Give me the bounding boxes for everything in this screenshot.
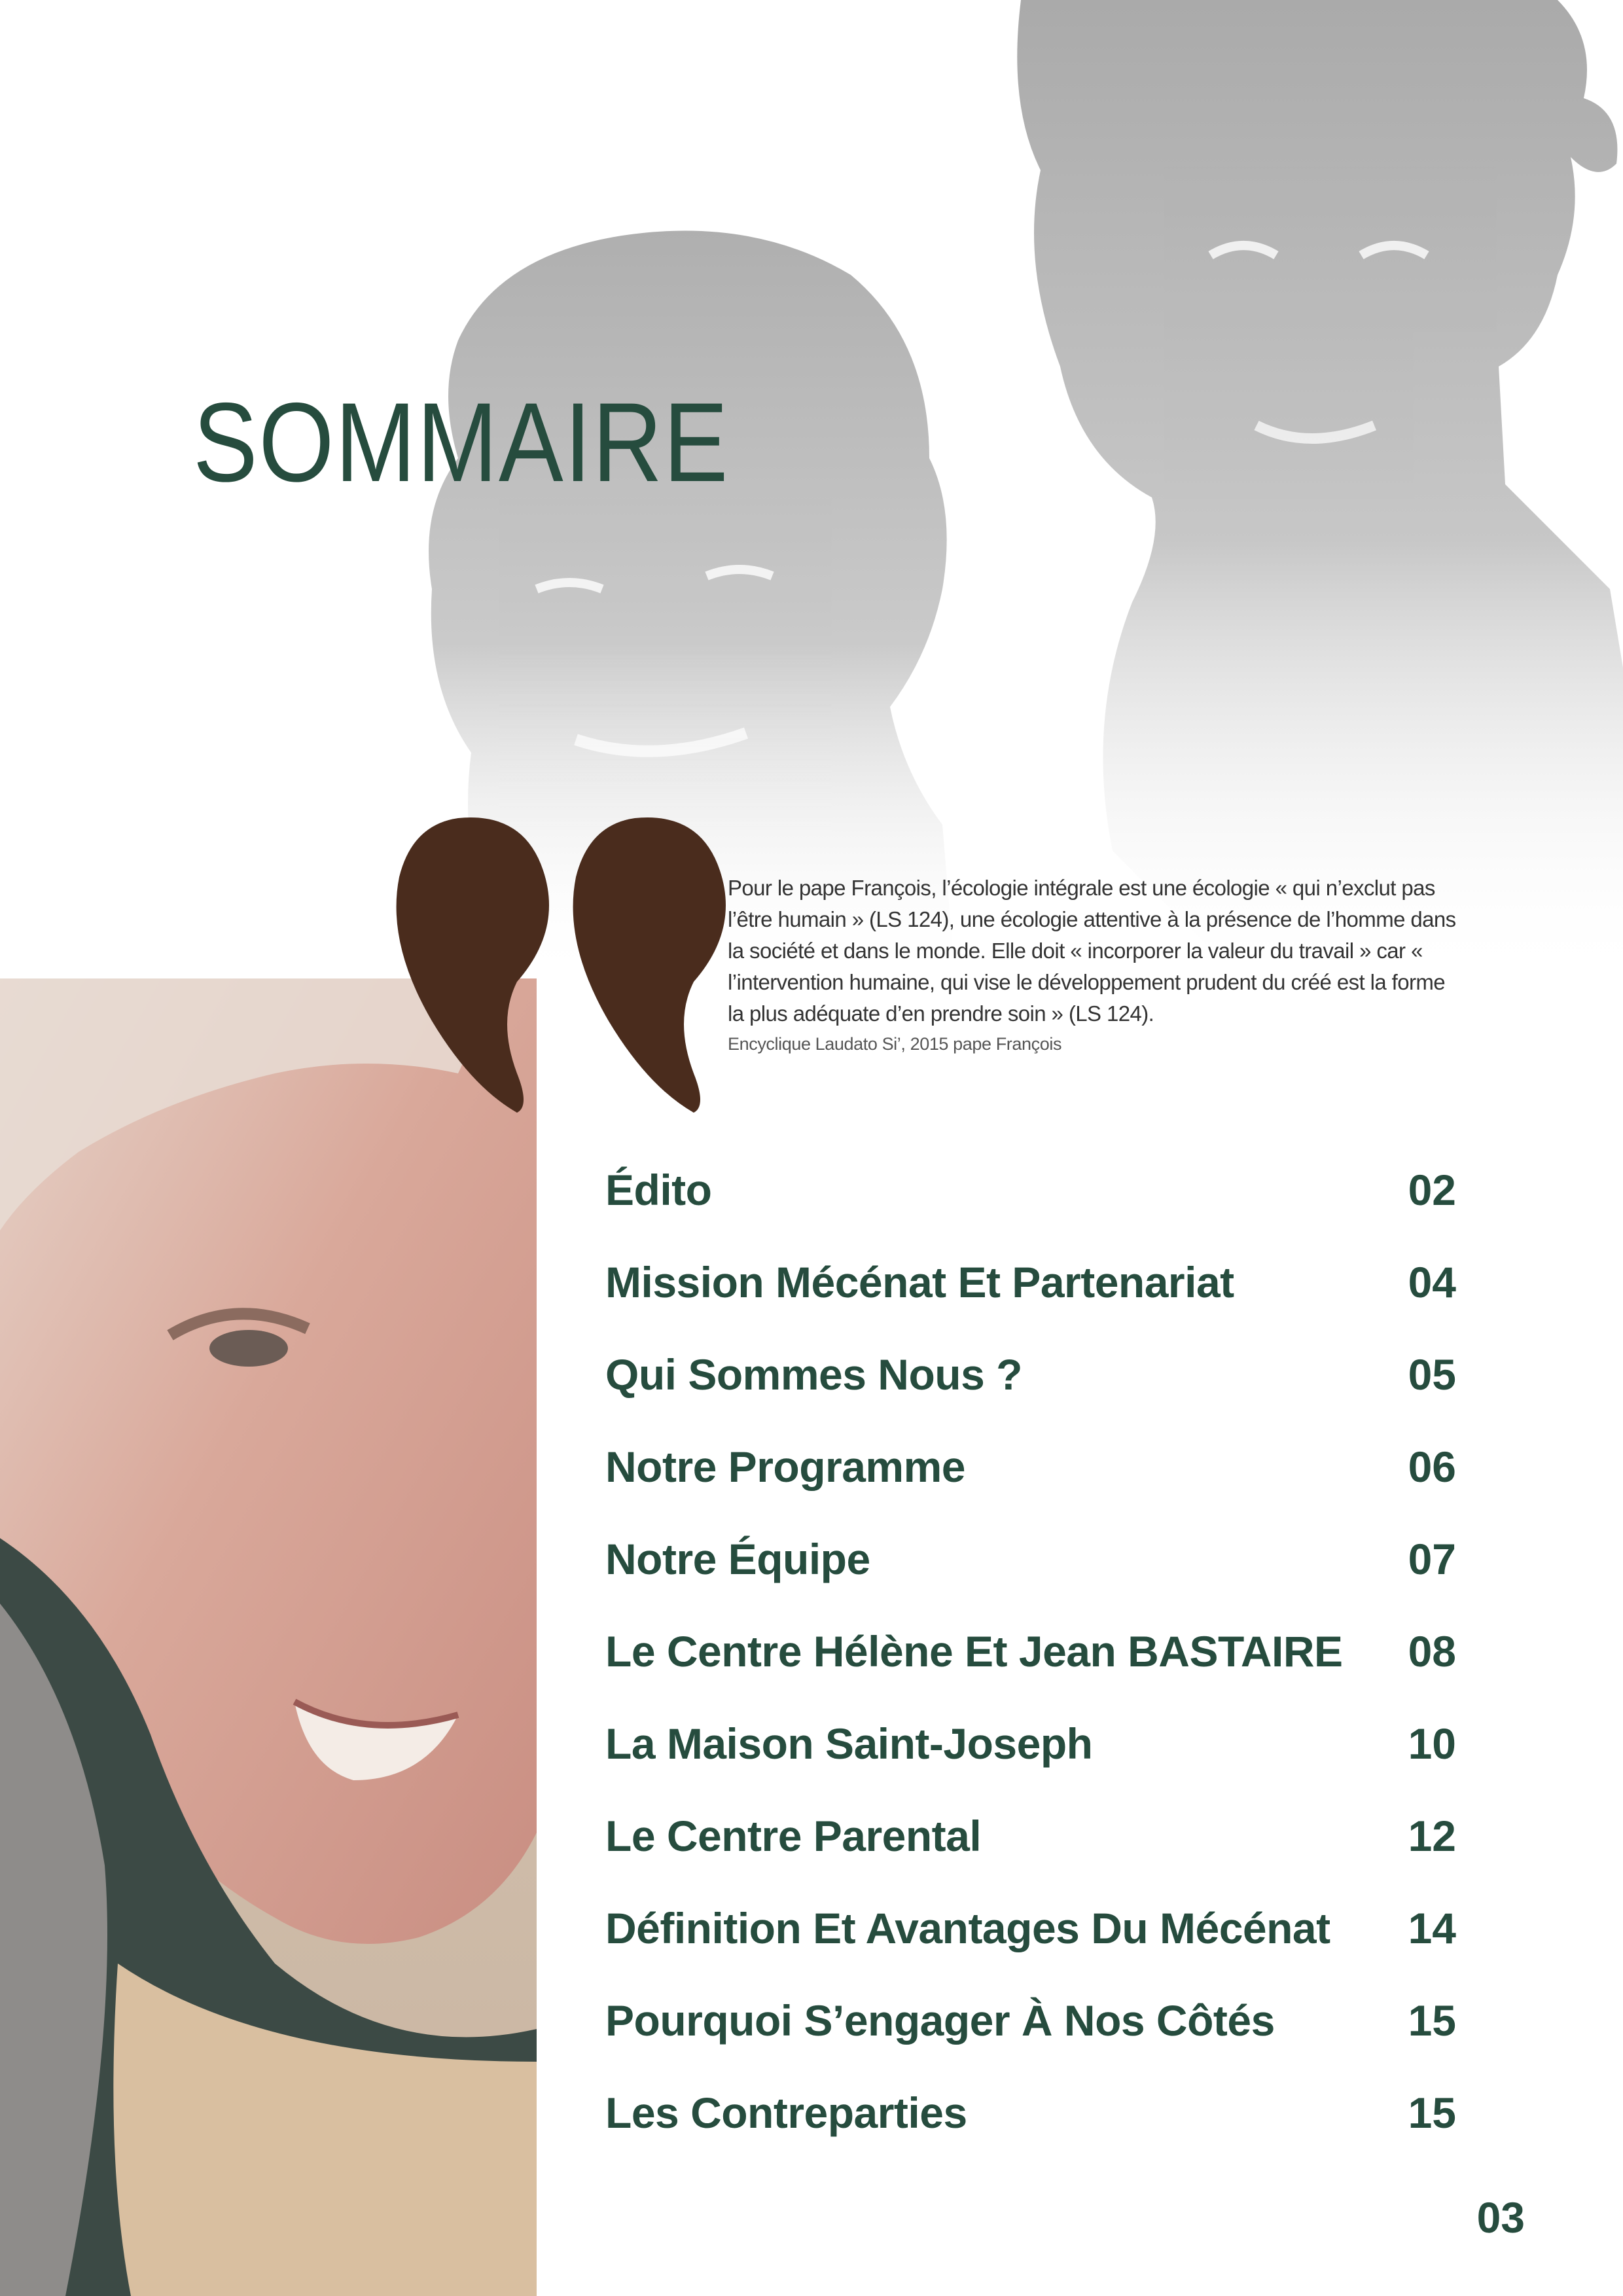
toc-item-label: La Maison Saint-Joseph bbox=[605, 1719, 1093, 1768]
toc-item-page: 07 bbox=[1408, 1535, 1456, 1583]
toc-item-label: Définition Et Avantages Du Mécénat bbox=[605, 1904, 1330, 1952]
toc-item-definition-mecenat[interactable] bbox=[605, 1900, 1456, 1992]
toc-item-equipe[interactable] bbox=[605, 1531, 1456, 1623]
toc-item-page: 02 bbox=[1408, 1166, 1456, 1214]
toc-item-label: Qui Sommes Nous ? bbox=[605, 1350, 1022, 1399]
toc-item-label: Notre Équipe bbox=[605, 1535, 870, 1583]
faded-portrait-woman bbox=[1017, 0, 1623, 982]
quote-source: Encyclique Laudato Si’, 2015 pape François bbox=[728, 1034, 1062, 1054]
toc-item-label: Pourquoi S’engager À Nos Côtés bbox=[605, 1996, 1275, 2045]
toc-item-label: Mission Mécénat Et Partenariat bbox=[605, 1258, 1234, 1306]
table-of-contents bbox=[605, 1162, 1456, 2177]
toc-item-edito[interactable] bbox=[605, 1162, 1456, 1254]
toc-item-page: 08 bbox=[1408, 1627, 1456, 1676]
toc-item-pourquoi-sengager[interactable] bbox=[605, 1992, 1456, 2085]
page-title: SOMMAIRE bbox=[193, 380, 730, 505]
toc-item-page: 15 bbox=[1408, 2089, 1456, 2137]
toc-item-label: Le Centre Parental bbox=[605, 1812, 982, 1860]
toc-item-page: 14 bbox=[1408, 1904, 1456, 1952]
toc-item-centre-bastaire[interactable] bbox=[605, 1623, 1456, 1715]
toc-item-label: Les Contreparties bbox=[605, 2089, 967, 2137]
toc-item-page: 06 bbox=[1408, 1443, 1456, 1491]
toc-item-programme[interactable] bbox=[605, 1439, 1456, 1531]
toc-item-page: 15 bbox=[1408, 1996, 1456, 2045]
toc-item-page: 12 bbox=[1408, 1812, 1456, 1860]
toc-item-label: Notre Programme bbox=[605, 1443, 965, 1491]
toc-item-page: 04 bbox=[1408, 1258, 1456, 1306]
toc-item-label: Le Centre Hélène Et Jean BASTAIRE bbox=[605, 1627, 1343, 1676]
quote-text: Pour le pape François, l’écologie intégrale est une écologie « qui n’exclut pas l’être humain » (LS 124), une écologie attentive à la présence de l’homme dans la société et dans le monde. Elle doit « incorporer la valeur du travail » car « l’intervention humaine, qui vise le développement prudent du créé est la forme la plus adéquate d’en prendre soin » (LS 124). bbox=[728, 876, 1456, 1026]
toc-item-page: 05 bbox=[1408, 1350, 1456, 1399]
toc-item-label: Édito bbox=[605, 1166, 712, 1214]
toc-item-mission[interactable] bbox=[605, 1254, 1456, 1346]
toc-item-centre-parental[interactable] bbox=[605, 1808, 1456, 1900]
toc-item-qui-sommes-nous[interactable] bbox=[605, 1346, 1456, 1439]
toc-item-maison-saint-joseph[interactable] bbox=[605, 1715, 1456, 1808]
toc-item-page: 10 bbox=[1408, 1719, 1456, 1768]
toc-item-contreparties[interactable] bbox=[605, 2085, 1456, 2177]
page-number: 03 bbox=[1476, 2193, 1525, 2242]
portrait-photo bbox=[0, 978, 537, 2296]
